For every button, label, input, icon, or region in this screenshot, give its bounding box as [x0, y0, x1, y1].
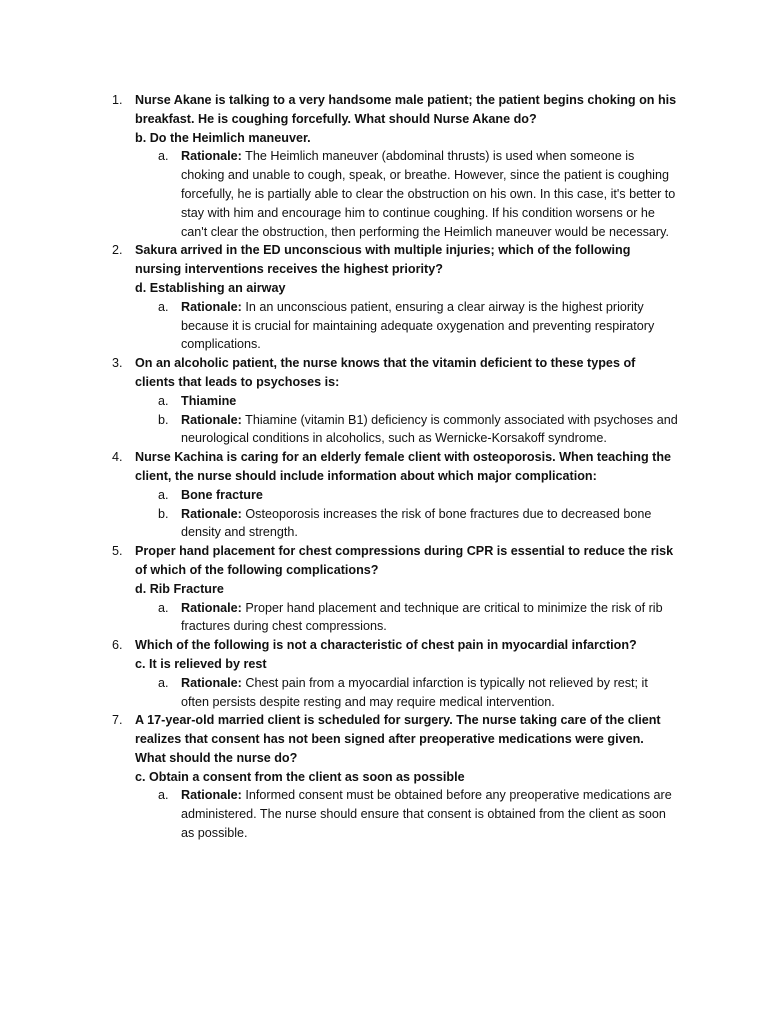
rationale-item: [135, 599, 678, 637]
question-item: [0, 636, 768, 711]
sub-list: [135, 147, 678, 241]
answer-text: Thiamine: [181, 393, 237, 408]
sub-marker: a.: [158, 675, 169, 690]
sub-marker: a.: [158, 393, 169, 408]
question-number: 5.: [112, 544, 123, 559]
rationale-text: The Heimlich maneuver (abdominal thrusts) is used when someone is choking and unable to cough, speak, or breathe. However, since the patient is coughing forcefully, he is partially able to clear the obstruction on his own. In this case, it's better to stay with him and encourage him to continue coughing. If his condition worsens or he can't clear the obstruction, then performing the Heimlich maneuver would be necessary.: [181, 149, 676, 239]
answer-text: c. Obtain a consent from the client as soon as possible: [135, 769, 465, 784]
rationale-item: [135, 674, 678, 712]
rationale-item: [135, 505, 678, 543]
rationale-item: [135, 411, 678, 449]
answer-text: d. Establishing an airway: [135, 280, 286, 295]
rationale-text: Chest pain from a myocardial infarction is typically not relieved by rest; it often persists despite resting and may require medical intervention.: [181, 675, 648, 709]
question-list: [0, 91, 768, 843]
question-number: 4.: [112, 450, 123, 465]
rationale-text: Informed consent must be obtained before any preoperative medications are administered. The nurse should ensure that consent is obtained from the client as soon as possible.: [181, 788, 672, 841]
sub-marker: a.: [158, 600, 169, 615]
sub-marker: a.: [158, 487, 169, 502]
rationale-item: [135, 298, 678, 354]
rationale-label: Rationale:: [181, 788, 242, 803]
question-text: Sakura arrived in the ED unconscious with multiple injuries; which of the following nursing interventions receives the highest priority?: [135, 243, 631, 277]
rationale-label: Rationale:: [181, 299, 242, 314]
rationale-item: [135, 147, 678, 241]
sub-marker: a.: [158, 788, 169, 803]
rationale-label: Rationale:: [181, 149, 242, 164]
sub-list: [135, 392, 678, 448]
question-text: Which of the following is not a characteristic of chest pain in myocardial infarction?: [135, 638, 637, 653]
sub-list: [135, 786, 678, 842]
question-item: [0, 354, 768, 448]
rationale-text: Thiamine (vitamin B1) deficiency is commonly associated with psychoses and neurological conditions in alcoholics, such as Wernicke-Korsakoff syndrome.: [181, 412, 678, 446]
rationale-text: In an unconscious patient, ensuring a clear airway is the highest priority because it is crucial for maintaining adequate oxygenation and preventing respiratory complications.: [181, 299, 655, 352]
answer-text: Bone fracture: [181, 487, 263, 502]
question-item: [0, 542, 768, 636]
rationale-label: Rationale:: [181, 506, 242, 521]
question-item: [0, 448, 768, 542]
question-text: Nurse Kachina is caring for an elderly female client with osteoporosis. When teaching the client, the nurse should include information about which major complication:: [135, 450, 672, 483]
answer-text: c. It is relieved by rest: [135, 656, 267, 671]
sub-list: [135, 599, 678, 637]
question-item: [0, 711, 768, 843]
rationale-item: [135, 786, 678, 842]
answer-item: [135, 486, 678, 505]
rationale-text: Proper hand placement and technique are critical to minimize the risk of rib fractures during chest compressions.: [181, 600, 663, 634]
question-item: [0, 241, 768, 354]
answer-text: b. Do the Heimlich maneuver.: [135, 130, 311, 145]
rationale-text: Osteoporosis increases the risk of bone fractures due to decreased bone density and strength.: [181, 506, 652, 540]
sub-list: [135, 486, 678, 542]
rationale-label: Rationale:: [181, 675, 242, 690]
answer-text: d. Rib Fracture: [135, 581, 224, 596]
sub-list: [135, 298, 678, 354]
rationale-label: Rationale:: [181, 412, 242, 427]
sub-marker: b.: [158, 506, 169, 521]
question-text: Nurse Akane is talking to a very handsome male patient; the patient begins choking on his breakfast. He is coughing forcefully. What should Nurse Akane do?: [135, 93, 677, 126]
rationale-label: Rationale:: [181, 600, 242, 615]
question-number: 2.: [112, 243, 123, 258]
question-text: Proper hand placement for chest compressions during CPR is essential to reduce the risk of which of the following complications?: [135, 544, 674, 577]
answer-item: [135, 392, 678, 411]
sub-marker: a.: [158, 149, 169, 164]
question-text: A 17-year-old married client is scheduled for surgery. The nurse taking care of the client realizes that consent has not been signed after preoperative medications were given. What should the nurse do?: [135, 713, 661, 765]
question-number: 3.: [112, 356, 123, 371]
document-page: [0, 91, 768, 843]
question-number: 7.: [112, 713, 123, 728]
sub-marker: a.: [158, 299, 169, 314]
sub-list: [135, 674, 678, 712]
question-text: On an alcoholic patient, the nurse knows that the vitamin deficient to these types of clients that leads to psychoses is:: [135, 356, 636, 389]
question-number: 1.: [112, 93, 123, 107]
question-number: 6.: [112, 638, 123, 653]
sub-marker: b.: [158, 412, 169, 427]
question-item: [0, 91, 768, 241]
